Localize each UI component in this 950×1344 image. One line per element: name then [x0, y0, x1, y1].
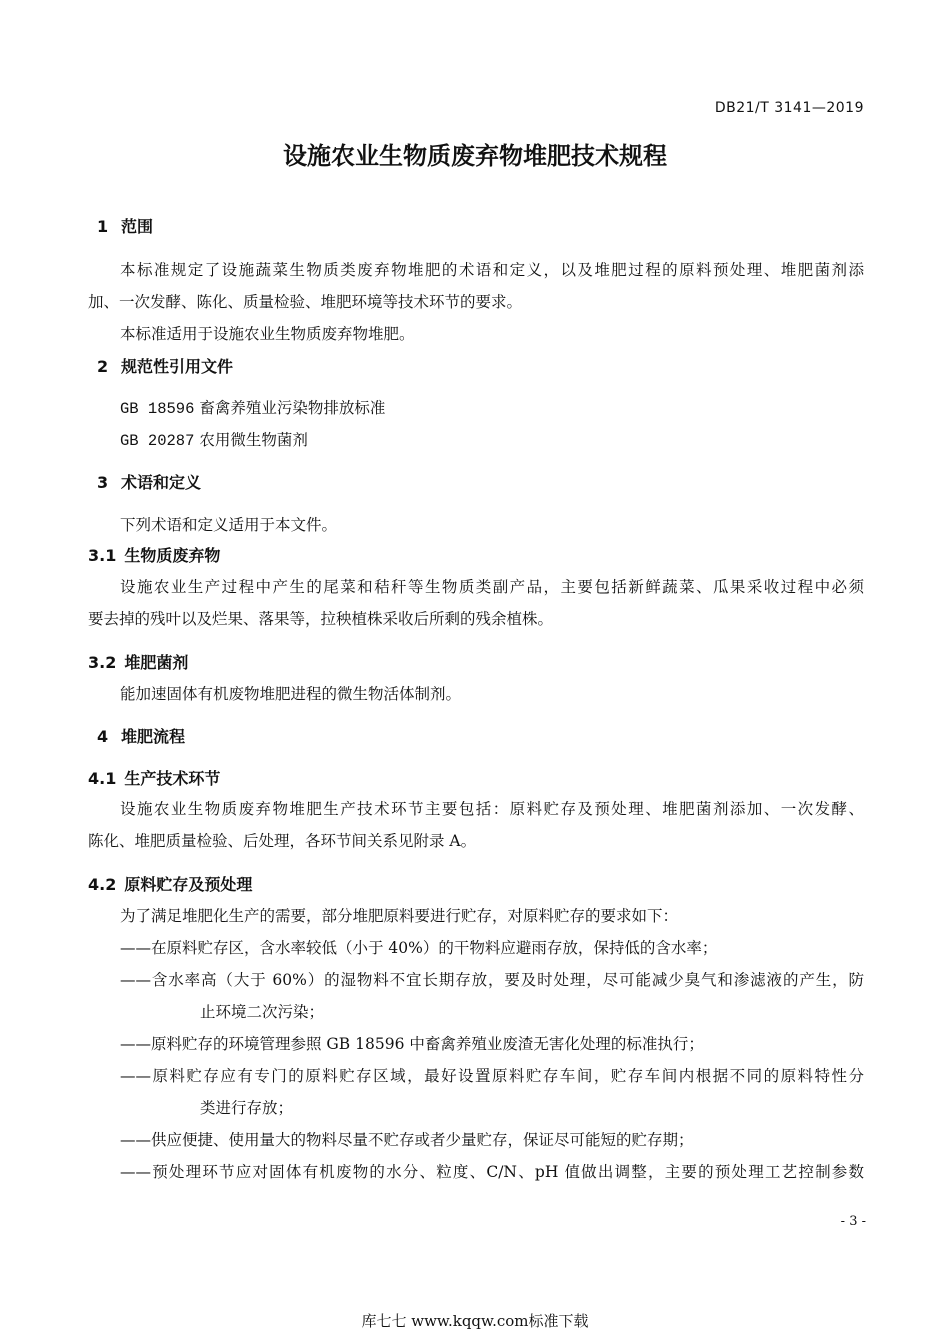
subsection-3-2-heading: [88, 650, 188, 673]
list-item: ——预处理环节应对固体有机废物的水分、粒度、C/N、pH 值做出调整，主要的预处理工艺控制参数: [120, 1163, 864, 1181]
subsection-4-1-heading: [88, 766, 220, 789]
list-item: ——供应便捷、使用量大的物料尽量不贮存或者少量贮存，保证尽可能短的贮存期；: [120, 1131, 694, 1149]
section-1-heading: [97, 214, 153, 237]
reference-item: [120, 396, 385, 418]
reference-code: GB 20287: [120, 432, 195, 450]
subsection-4-2-heading: [88, 872, 252, 895]
list-item: ——在原料贮存区，含水率较低（小于 40%）的干物料应避雨存放，保持低的含水率；: [120, 939, 718, 957]
list-item-continuation: 止环境二次污染；: [200, 1003, 325, 1021]
section-number: 1: [97, 217, 109, 236]
subsection-3-1-heading: [88, 543, 220, 566]
paragraph: 能加速固体有机废物堆肥进程的微生物活体制剂。: [120, 685, 462, 703]
list-item: ——原料贮存的环境管理参照 GB 18596 中畜禽养殖业废渣无害化处理的标准执行；: [120, 1035, 704, 1053]
section-number: 2: [97, 357, 109, 376]
paragraph-line: 设施农业生物质废弃物堆肥生产技术环节主要包括：原料贮存及预处理、堆肥菌剂添加、一次发酵、: [120, 800, 864, 818]
paragraph-line: 陈化、堆肥质量检验、后处理，各环节间关系见附录 A。: [88, 832, 477, 850]
page-number: - 3 -: [840, 1214, 866, 1229]
section-title: 范围: [121, 217, 154, 236]
subsection-title: 生物质废弃物: [124, 546, 221, 565]
list-item: ——含水率高（大于 60%）的湿物料不宜长期存放，要及时处理，尽可能减少臭气和渗滤液的产生，防: [120, 971, 864, 989]
subsection-number: 4.1: [88, 769, 117, 788]
section-2-heading: [97, 354, 233, 377]
reference-item: [120, 428, 308, 450]
paragraph-line: 设施农业生产过程中产生的尾菜和秸秆等生物质类副产品，主要包括新鲜蔬菜、瓜果采收过程中必须: [120, 578, 864, 596]
section-title: 规范性引用文件: [121, 357, 234, 376]
subsection-number: 3.1: [88, 546, 117, 565]
standard-code: DB21/T 3141—2019: [714, 100, 864, 116]
paragraph-line: 加、一次发酵、陈化、质量检验、堆肥环境等技术环节的要求。: [88, 293, 523, 311]
subsection-number: 4.2: [88, 875, 117, 894]
reference-code: GB 18596: [120, 400, 195, 418]
section-number: 4: [97, 727, 109, 746]
subsection-title: 堆肥菌剂: [124, 653, 189, 672]
subsection-title: 原料贮存及预处理: [124, 875, 253, 894]
list-item-continuation: 类进行存放；: [200, 1099, 294, 1117]
paragraph: 为了满足堆肥化生产的需要，部分堆肥原料要进行贮存，对原料贮存的要求如下：: [120, 907, 679, 925]
section-number: 3: [97, 473, 109, 492]
section-3-heading: [97, 470, 201, 493]
paragraph-line: 本标准规定了设施蔬菜生物质类废弃物堆肥的术语和定义，以及堆肥过程的原料预处理、堆肥菌剂添: [120, 261, 864, 279]
subsection-number: 3.2: [88, 653, 117, 672]
subsection-title: 生产技术环节: [124, 769, 221, 788]
paragraph-line: 要去掉的残叶以及烂果、落果等，拉秧植株采收后所剩的残余植株。: [88, 610, 554, 628]
list-item: ——原料贮存应有专门的原料贮存区域，最好设置原料贮存车间，贮存车间内根据不同的原料特性分: [120, 1067, 864, 1085]
section-title: 术语和定义: [121, 473, 202, 492]
section-title: 堆肥流程: [121, 727, 186, 746]
reference-name: 农用微生物菌剂: [199, 431, 308, 449]
footer-watermark: 库七七 www.kqqw.com标准下载: [361, 1312, 589, 1330]
reference-name: 畜禽养殖业污染物排放标准: [199, 399, 386, 417]
paragraph: 本标准适用于设施农业生物质废弃物堆肥。: [120, 325, 415, 343]
section-4-heading: [97, 724, 185, 747]
document-title: 设施农业生物质废弃物堆肥技术规程: [283, 142, 667, 170]
paragraph: 下列术语和定义适用于本文件。: [120, 516, 338, 534]
